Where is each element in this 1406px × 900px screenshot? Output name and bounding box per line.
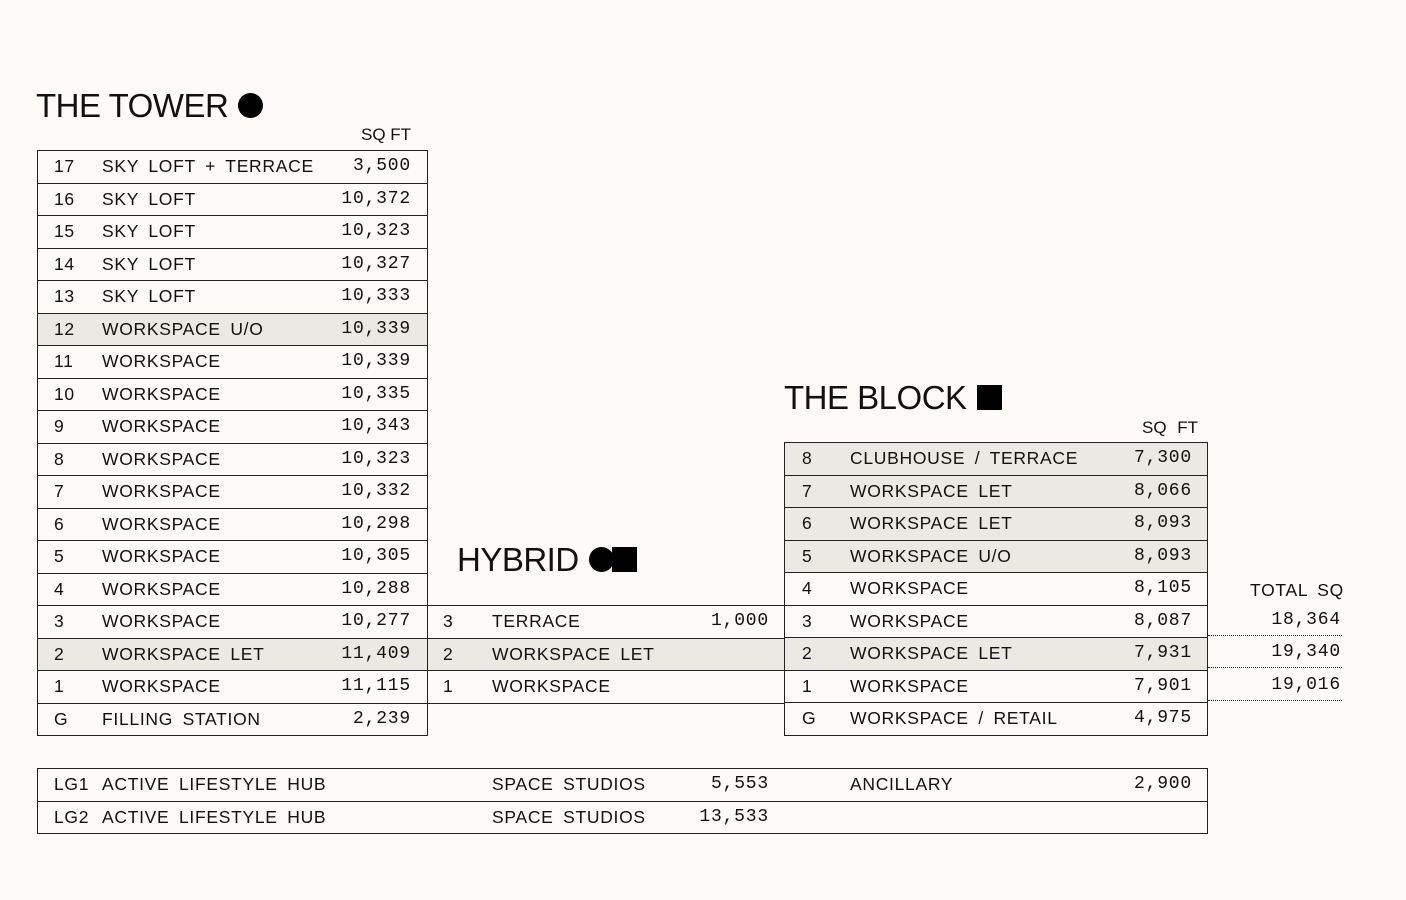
floor-label: 8 <box>54 448 65 469</box>
floor-area: 2,239 <box>352 708 411 729</box>
total-row <box>1208 670 1342 703</box>
floor-use: FILLING STATION <box>102 708 261 729</box>
tower-row <box>37 280 428 314</box>
tower-row <box>37 313 428 347</box>
floor-area: 10,288 <box>341 578 411 599</box>
floor-label: 13 <box>54 286 75 306</box>
floor-label: 1 <box>443 676 454 696</box>
floor-label: 10 <box>54 383 75 404</box>
floor-area: 10,372 <box>341 188 411 209</box>
floor-use: WORKSPACE / RETAIL <box>850 708 1058 728</box>
total-row <box>1208 637 1342 670</box>
total-row <box>1208 605 1342 638</box>
lower-level-row <box>37 801 1208 835</box>
floor-use: WORKSPACE LET <box>492 643 655 664</box>
floor-use: WORKSPACE LET <box>850 643 1013 663</box>
floor-use: WORKSPACE <box>850 610 969 631</box>
floor-area: 11,409 <box>341 643 411 664</box>
floor-label: 5 <box>54 546 65 566</box>
tower-use: ACTIVE LIFESTYLE HUB <box>102 806 327 827</box>
floor-label: 12 <box>54 318 75 339</box>
floor-label: 16 <box>54 188 75 209</box>
floor-label: 1 <box>54 676 65 696</box>
floor-label: 15 <box>54 221 75 241</box>
total-area: 18,364 <box>1271 609 1341 630</box>
block-row <box>784 702 1208 736</box>
total-divider <box>1208 667 1342 668</box>
floor-label: 3 <box>54 611 65 631</box>
hybrid-row <box>428 605 784 639</box>
floor-area: 10,339 <box>341 318 411 339</box>
tower-row <box>37 345 428 379</box>
tower-row <box>37 605 428 639</box>
floor-use: WORKSPACE LET <box>850 480 1013 501</box>
floor-use: WORKSPACE <box>102 513 221 534</box>
tower-heading <box>36 89 263 122</box>
lower-level-row <box>37 768 1208 802</box>
floor-label: 4 <box>54 578 65 599</box>
floor-area: 10,333 <box>341 286 411 306</box>
floor-use: SKY LOFT <box>102 253 196 274</box>
floor-use: WORKSPACE <box>102 481 221 501</box>
floor-use: SKY LOFT <box>102 286 196 306</box>
block-heading <box>784 381 1002 414</box>
total-area: 19,016 <box>1271 674 1341 695</box>
tower-title: THE TOWER <box>36 87 229 124</box>
floor-use: SKY LOFT + TERRACE <box>102 156 314 176</box>
hybrid-use: SPACE STUDIOS <box>492 774 646 794</box>
floor-use: WORKSPACE LET <box>850 513 1013 533</box>
tower-row <box>37 540 428 574</box>
total-divider <box>1208 635 1342 636</box>
tower-row <box>37 410 428 444</box>
hybrid-row <box>428 670 784 704</box>
total-area: 19,340 <box>1271 642 1341 662</box>
floor-area: 10,332 <box>341 481 411 501</box>
tower-row <box>37 703 428 737</box>
floor-area: 8,093 <box>1133 513 1192 533</box>
floor-label: LG2 <box>54 806 90 827</box>
floor-label: 3 <box>802 610 813 631</box>
floor-area: 10,335 <box>341 383 411 404</box>
tower-row <box>37 508 428 542</box>
floor-area: 10,339 <box>341 351 411 371</box>
block-row <box>784 605 1208 639</box>
floor-use: WORKSPACE <box>102 383 221 404</box>
floor-area: 10,305 <box>341 546 411 566</box>
floor-area: 8,066 <box>1133 480 1192 501</box>
block-row <box>784 442 1208 476</box>
floor-label: G <box>802 708 817 728</box>
hybrid-heading <box>457 543 637 576</box>
block-area: 2,900 <box>1133 774 1192 794</box>
floor-use: WORKSPACE <box>102 546 221 566</box>
tower-row <box>37 573 428 607</box>
tower-row <box>37 150 428 184</box>
hybrid-title: HYBRID <box>457 541 579 578</box>
floor-label: 2 <box>54 643 65 664</box>
floor-label: 1 <box>802 675 813 696</box>
floor-use: SKY LOFT <box>102 188 196 209</box>
floor-label: 8 <box>802 448 813 468</box>
block-row <box>784 572 1208 606</box>
floor-area: 7,931 <box>1133 643 1192 663</box>
block-row <box>784 507 1208 541</box>
floor-label: 5 <box>802 545 813 566</box>
block-row <box>784 475 1208 509</box>
floor-label: 11 <box>54 351 74 371</box>
total-divider <box>1208 700 1342 701</box>
floor-label: 14 <box>54 253 75 274</box>
floor-area: 7,300 <box>1133 448 1192 468</box>
tower-row <box>37 378 428 412</box>
floor-use: WORKSPACE <box>102 448 221 469</box>
floor-label: 4 <box>802 578 813 598</box>
floor-area: 11,115 <box>341 676 411 696</box>
block-use: ANCILLARY <box>850 774 954 794</box>
tower-unit-label: SQ FT <box>361 125 412 144</box>
total-header: TOTAL SQ <box>1250 580 1344 600</box>
floor-use: WORKSPACE U/O <box>850 545 1012 566</box>
floor-area: 7,901 <box>1133 675 1192 696</box>
floor-label: G <box>54 708 69 729</box>
block-row <box>784 637 1208 671</box>
floor-label: 3 <box>443 611 454 631</box>
floor-label: 2 <box>443 643 454 664</box>
floor-area: 10,343 <box>341 416 411 436</box>
tower-row <box>37 638 428 672</box>
floor-label: 9 <box>54 416 65 436</box>
tower-row <box>37 215 428 249</box>
floor-use: WORKSPACE <box>492 676 611 696</box>
floor-use: WORKSPACE <box>102 611 221 631</box>
floor-area: 1,000 <box>710 611 769 631</box>
floor-use: WORKSPACE <box>850 578 969 598</box>
block-row <box>784 670 1208 704</box>
floor-label: 6 <box>802 513 813 533</box>
floor-use: WORKSPACE <box>102 578 221 599</box>
floor-area: 10,327 <box>341 253 411 274</box>
hybrid-area: 5,553 <box>710 774 769 794</box>
floor-use: SKY LOFT <box>102 221 196 241</box>
floor-use: WORKSPACE <box>102 351 221 371</box>
square-icon <box>977 385 1002 410</box>
floor-area: 8,093 <box>1133 545 1192 566</box>
block-unit-label: SQ FT <box>1142 418 1199 437</box>
tower-row <box>37 183 428 217</box>
floor-area: 3,500 <box>352 156 411 176</box>
floor-area: 10,323 <box>341 221 411 241</box>
tower-row <box>37 670 428 704</box>
floor-use: CLUBHOUSE / TERRACE <box>850 448 1079 468</box>
block-title: THE BLOCK <box>784 379 967 416</box>
floor-label: 2 <box>802 643 813 663</box>
hybrid-area: 13,533 <box>699 806 769 827</box>
floor-use: WORKSPACE <box>102 676 221 696</box>
floor-label: 6 <box>54 513 65 534</box>
floor-use: WORKSPACE LET <box>102 643 265 664</box>
hybrid-use: SPACE STUDIOS <box>492 806 646 827</box>
floor-use: TERRACE <box>492 611 581 631</box>
floor-area: 8,087 <box>1133 610 1192 631</box>
circle-icon <box>238 93 263 118</box>
hybrid-row <box>428 638 784 672</box>
floor-label: 7 <box>54 481 65 501</box>
square-icon <box>612 547 637 572</box>
tower-row <box>37 475 428 509</box>
floor-label: LG1 <box>54 774 90 794</box>
floor-area: 8,105 <box>1133 578 1192 598</box>
floor-use: WORKSPACE U/O <box>102 318 264 339</box>
floor-area: 10,298 <box>341 513 411 534</box>
tower-row <box>37 443 428 477</box>
floor-area: 4,975 <box>1133 708 1192 728</box>
floor-use: WORKSPACE <box>850 675 969 696</box>
tower-row <box>37 248 428 282</box>
circle-icon <box>589 547 614 572</box>
floor-area: 10,323 <box>341 448 411 469</box>
floor-label: 17 <box>54 156 75 176</box>
tower-use: ACTIVE LIFESTYLE HUB <box>102 774 327 794</box>
block-row <box>784 540 1208 574</box>
floor-use: WORKSPACE <box>102 416 221 436</box>
floor-label: 7 <box>802 480 813 501</box>
floor-area: 10,277 <box>341 611 411 631</box>
